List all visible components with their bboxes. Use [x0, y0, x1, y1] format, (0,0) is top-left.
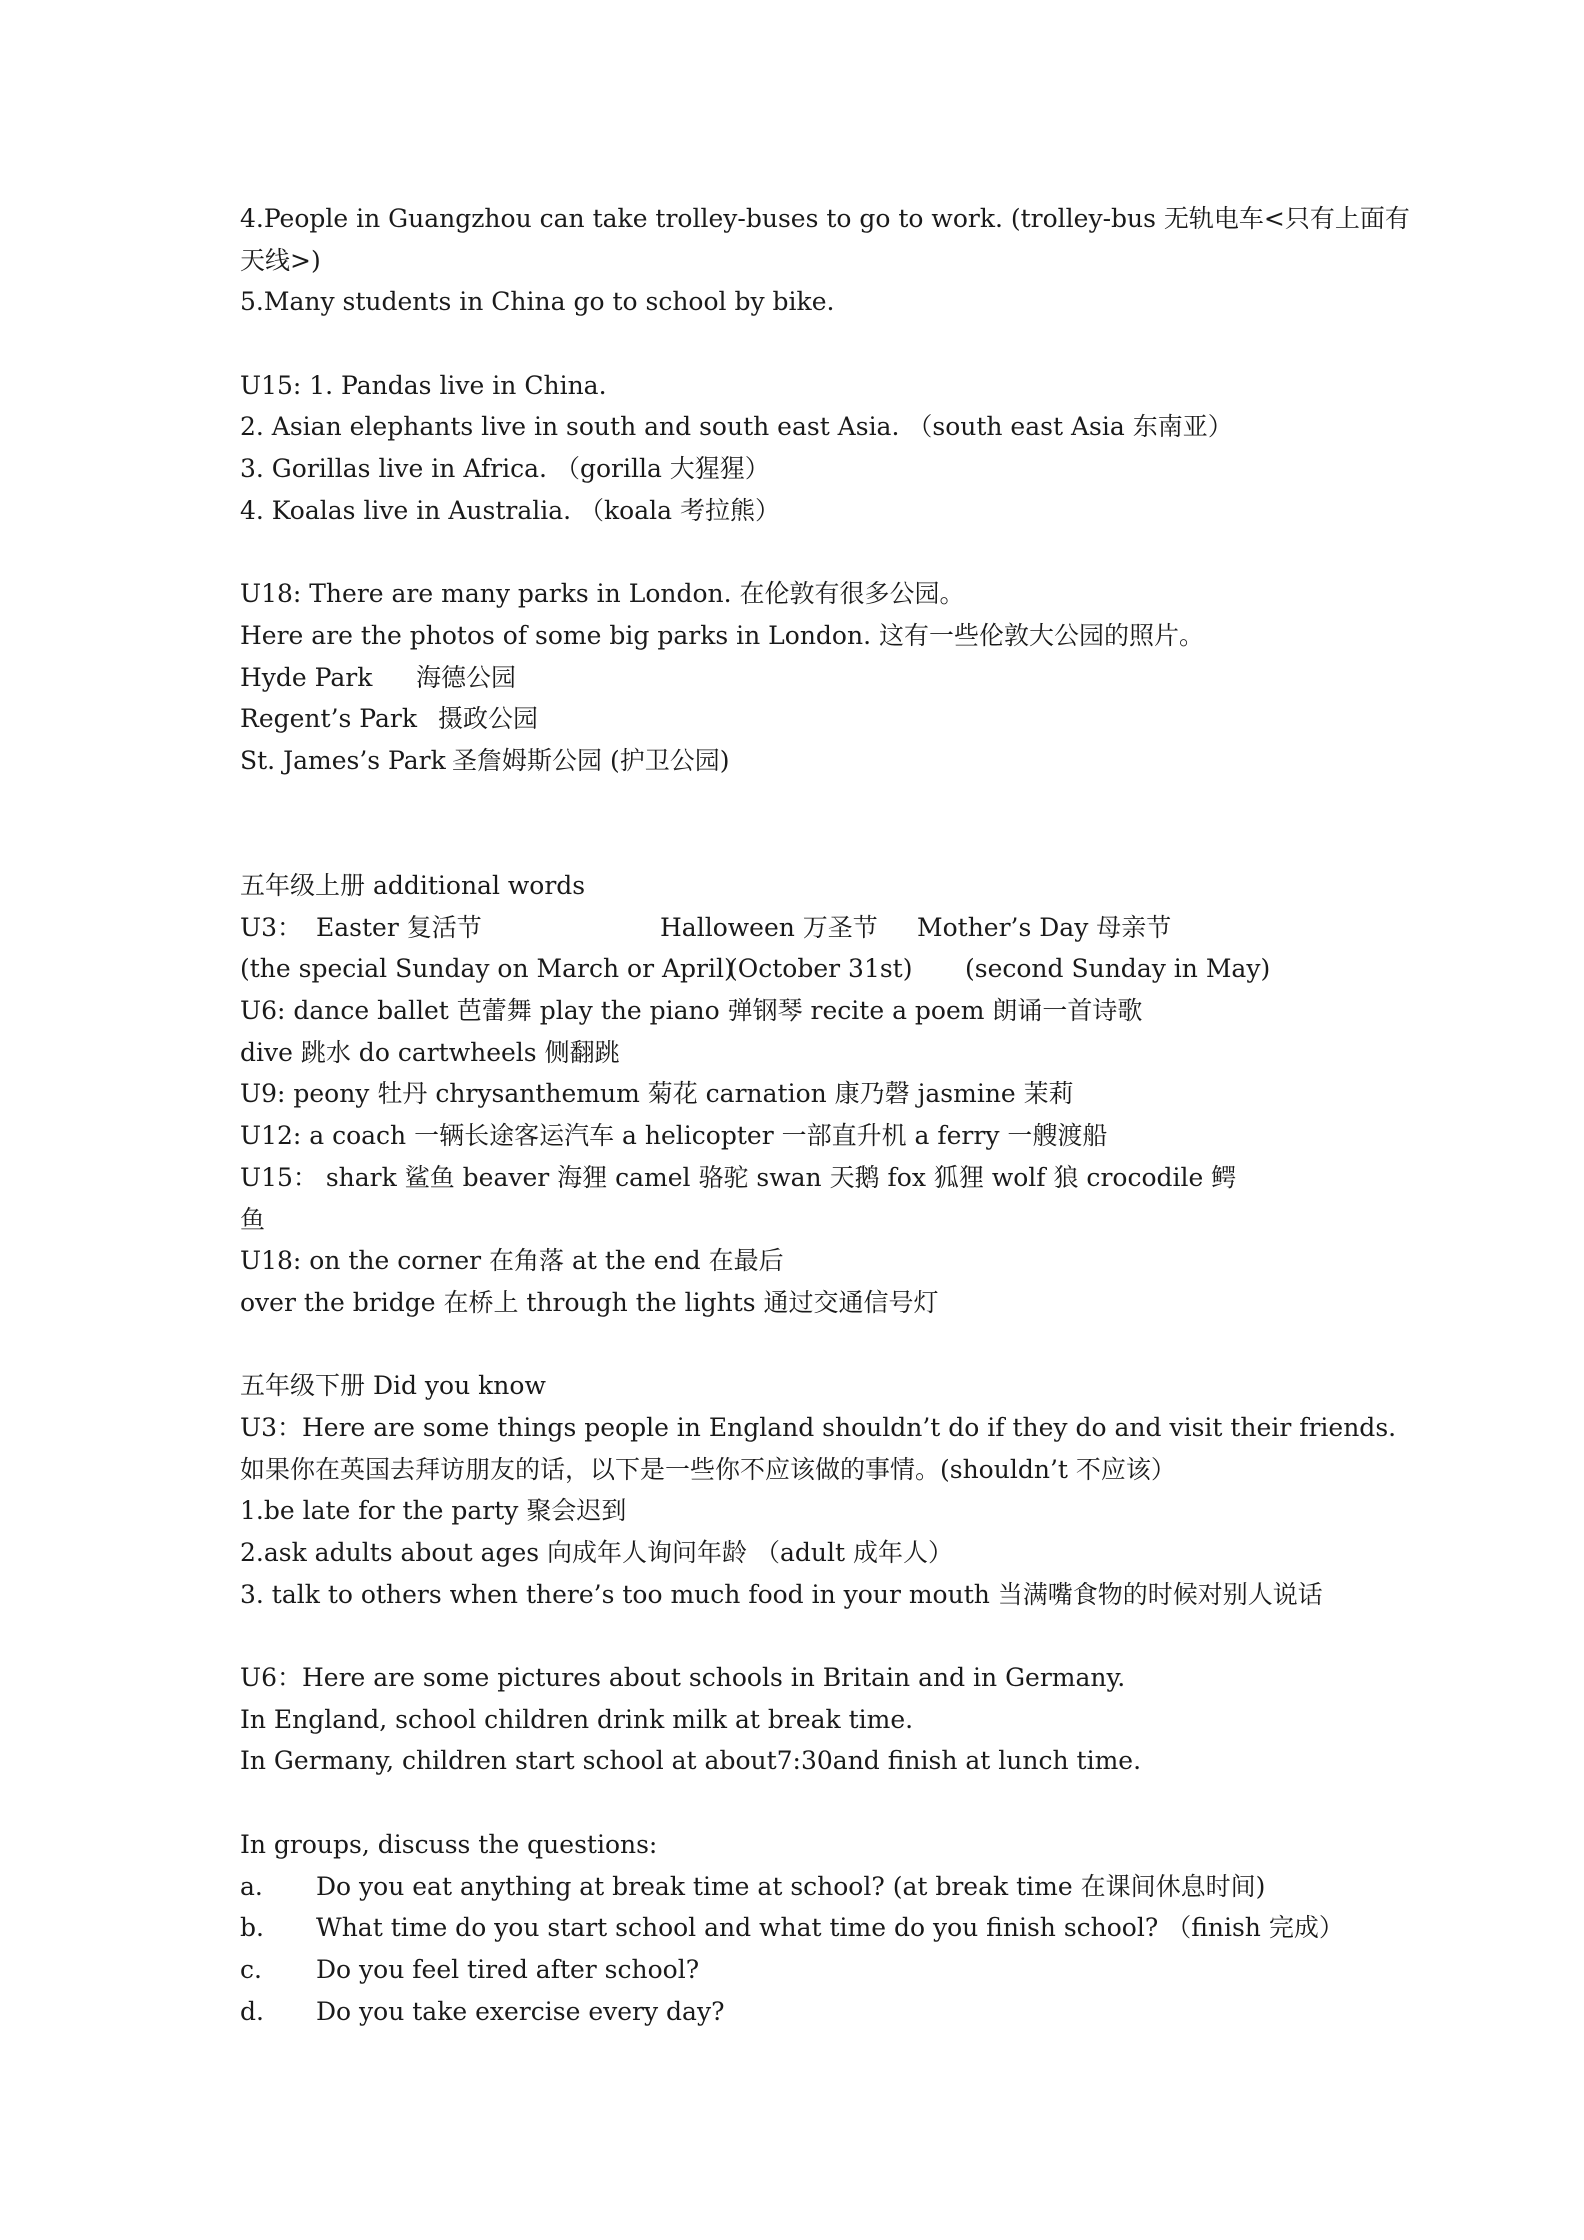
note-mothers-day: (second Sunday in May)	[965, 954, 1271, 984]
question-text: What time do you start school and what time do you finish school? （finish 完成）	[316, 1913, 1344, 1943]
holiday-easter: Easter 复活节	[316, 912, 482, 942]
holiday-row	[240, 907, 1360, 949]
text-line: In England, school children drink milk at break time.	[240, 1704, 914, 1734]
text-line: over the bridge 在桥上 through the lights 通过交通信号灯	[240, 1287, 939, 1317]
text-line: U3：Here are some things people in England shouldn’t do if they do and visit their friends.	[240, 1412, 1397, 1442]
question-text: Do you feel tired after school?	[316, 1954, 700, 1984]
text-line: 鱼	[240, 1204, 266, 1234]
park-translation: 摄政公园	[438, 704, 539, 734]
list-item: 1.be late for the party 聚会迟到	[240, 1496, 627, 1526]
list-item: 3. talk to others when there’s too much food in your mouth 当满嘴食物的时候对别人说话	[240, 1579, 1323, 1609]
question-item	[240, 1991, 1360, 2033]
note-easter: (the special Sunday on March or April)	[240, 954, 734, 984]
text-line: 天线>)	[240, 245, 321, 275]
text-line: 2. Asian elephants live in south and south east Asia. （south east Asia 东南亚）	[240, 412, 1233, 442]
question-letter: a.	[240, 1871, 263, 1901]
question-text: Do you eat anything at break time at school? (at break time 在课间休息时间)	[316, 1871, 1266, 1901]
text-line: U18: on the corner 在角落 at the end 在最后	[240, 1246, 784, 1276]
question-item	[240, 1949, 1360, 1991]
park-name: Hyde Park	[240, 662, 373, 692]
holiday-notes-row	[240, 948, 1360, 990]
text-line: 如果你在英国去拜访朋友的话，以下是一些你不应该做的事情。(shouldn’t 不应该）	[240, 1454, 1176, 1484]
text-line: In groups, discuss the questions:	[240, 1829, 658, 1859]
text-line: U12: a coach 一辆长途客运汽车 a helicopter 一部直升机 a ferry 一艘渡船	[240, 1121, 1108, 1151]
holiday-halloween: Halloween 万圣节	[660, 912, 878, 942]
document-page	[240, 198, 1410, 2032]
list-item: 2.ask adults about ages 向成年人询问年龄 （adult 成年人）	[240, 1538, 953, 1568]
park-row	[240, 657, 1360, 699]
question-letter: b.	[240, 1913, 264, 1943]
holiday-mothers-day: Mother’s Day 母亲节	[917, 912, 1172, 942]
question-item	[240, 1907, 1360, 1949]
text-line: U9: peony 牡丹 chrysanthemum 菊花 carnation 康乃磬 jasmine 茉莉	[240, 1079, 1074, 1109]
park-translation: 圣詹姆斯公园 (护卫公园)	[452, 745, 730, 775]
text-line: In Germany, children start school at about7:30and finish at lunch time.	[240, 1746, 1142, 1776]
text-line: U6: dance ballet 芭蕾舞 play the piano 弹钢琴 recite a poem 朗诵一首诗歌	[240, 996, 1143, 1026]
section-title: 五年级上册 additional words	[240, 871, 586, 901]
question-letter: c.	[240, 1954, 262, 1984]
text-line: U15： shark 鲨鱼 beaver 海狸 camel 骆驼 swan 天鹅 fox 狐狸 wolf 狼 crocodile 鳄	[240, 1162, 1237, 1192]
question-text: Do you take exercise every day?	[316, 1996, 725, 2026]
unit-label: U3：	[240, 912, 302, 942]
text-line: U18: There are many parks in London. 在伦敦有很多公园。	[240, 579, 965, 609]
park-row	[240, 698, 1360, 740]
text-line: 5.Many students in China go to school by bike.	[240, 287, 835, 317]
text-line: 3. Gorillas live in Africa. （gorilla 大猩猩）	[240, 454, 770, 484]
text-line: 4. Koalas live in Australia. （koala 考拉熊）	[240, 495, 780, 525]
text-line: U15: 1. Pandas live in China.	[240, 370, 607, 400]
note-halloween: (October 31st)	[728, 954, 913, 984]
park-row	[240, 740, 1360, 782]
section-title: 五年级下册 Did you know	[240, 1371, 546, 1401]
text-line: U6：Here are some pictures about schools in Britain and in Germany.	[240, 1663, 1126, 1693]
park-translation: 海德公园	[416, 662, 517, 692]
text-line: 4.People in Guangzhou can take trolley-buses to go to work. (trolley-bus 无轨电车<只有上面有	[240, 204, 1410, 233]
park-name: Regent’s Park	[240, 704, 417, 734]
question-item	[240, 1866, 1360, 1908]
park-name: St. James’s Park	[240, 745, 446, 775]
question-letter: d.	[240, 1996, 264, 2026]
text-line: Here are the photos of some big parks in London. 这有一些伦敦大公园的照片。	[240, 620, 1204, 650]
text-line: dive 跳水 do cartwheels 侧翻跳	[240, 1037, 620, 1067]
